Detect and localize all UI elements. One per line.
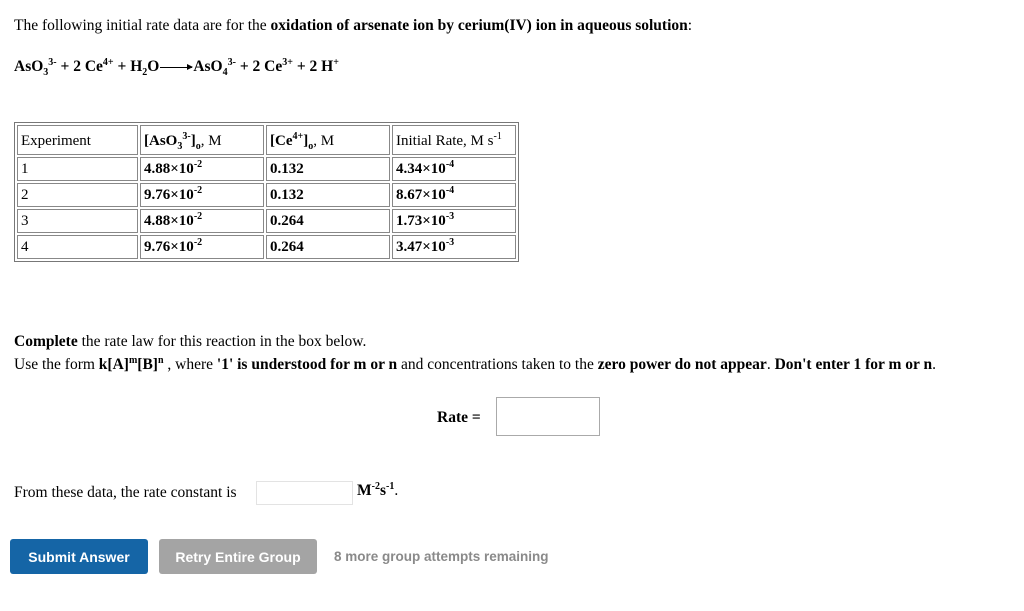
header-sub: 3 [177,141,183,152]
cell-value: 3.47×10 [396,238,446,255]
header-sub: o [308,141,314,152]
eq-sup: 3- [48,56,57,68]
instruction-bold: Complete [14,333,78,350]
cell-cerium: 0.132 [266,157,390,181]
cell-experiment: 2 [17,183,138,207]
cell-experiment: 3 [17,209,138,233]
instruction-text: Use the form [14,356,99,373]
unit-part: s [379,482,387,499]
cell-exponent: -2 [193,184,203,196]
unit-part: M [357,482,372,499]
eq-sup: 3+ [282,56,293,68]
header-unit: , M [313,133,335,149]
instruction-text: and concentrations taken to the [397,356,598,373]
table-row [17,209,516,233]
instruction-text: . [766,356,775,373]
cell-experiment: 4 [17,235,138,259]
eq-water-o: O [147,58,160,75]
instruction-complete [14,333,366,351]
header-sup: -1 [493,131,502,142]
cell-value: 4.88×10 [144,212,194,229]
intro-bold: oxidation of arsenate ion by cerium(IV) ion in aqueous solution [270,17,688,34]
instruction-bold: zero power do not appear [597,356,767,373]
retry-entire-group-button[interactable]: Retry Entire Group [159,539,317,574]
form-exp: m [128,354,138,366]
intro-lead: The following initial rate data are for the [14,17,271,34]
cell-cerium: 0.132 [266,183,390,207]
cell-value: 9.76×10 [144,186,194,203]
cell-value: 4.34×10 [396,160,446,177]
instruction-bold: '1' is understood for m or n [216,356,398,373]
header-sup: 3- [182,131,191,142]
eq-sub: 4 [222,67,228,79]
header-initial-rate [392,125,516,155]
rate-constant-input[interactable] [256,481,353,505]
unit-exp: -2 [371,480,380,492]
eq-sup: + [333,56,339,68]
header-experiment: Experiment [17,125,138,155]
cell-value: 4.88×10 [144,160,194,177]
cell-rate [392,235,516,259]
header-unit: , M [200,133,222,149]
header-arsenite-conc [140,125,264,155]
reaction-equation [14,56,339,79]
eq-hydrogen: + 2 H [292,58,334,75]
unit-period: . [394,482,399,499]
cell-exponent: -3 [445,236,455,248]
cell-arsenite [140,157,264,181]
cell-arsenite [140,183,264,207]
cell-arsenite [140,209,264,233]
cell-exponent: -4 [445,184,455,196]
header-text: ] [190,133,196,149]
cell-exponent: -3 [445,210,455,222]
cell-exponent: -2 [193,158,203,170]
instruction-form [14,356,936,374]
eq-cerium4: + 2 Ce [56,58,103,75]
cell-rate [392,209,516,233]
eq-sup: 4+ [102,56,114,68]
rate-constant-unit [357,482,398,500]
form-exp: n [157,354,164,366]
cell-exponent: -2 [193,210,203,222]
eq-arsenate: AsO [193,58,223,75]
cell-exponent: -4 [445,158,455,170]
cell-cerium: 0.264 [266,209,390,233]
form-part: k[A] [98,356,129,373]
cell-rate [392,183,516,207]
eq-sub: 3 [43,67,49,79]
cell-arsenite [140,235,264,259]
cell-cerium: 0.264 [266,235,390,259]
table-header-row [17,125,516,155]
table-row [17,157,516,181]
intro-tail: : [687,17,693,34]
rate-label: Rate = [437,409,481,426]
cell-experiment: 1 [17,157,138,181]
header-cerium-conc [266,125,390,155]
instruction-text: the rate law for this reaction in the box below. [77,333,367,350]
rate-constant-text: From these data, the rate constant is [14,484,237,501]
rate-law-input[interactable] [496,397,600,436]
rate-law-form [99,356,164,373]
intro-text [14,17,692,35]
form-part: [B] [137,356,158,373]
eq-sub: 2 [142,67,148,79]
eq-water: + H [113,58,143,75]
header-text: Initial Rate, M s [396,133,494,149]
cell-exponent: -2 [193,236,203,248]
cell-value: 8.67×10 [396,186,446,203]
eq-arsenite: AsO [14,58,44,75]
cell-value: 9.76×10 [144,238,194,255]
header-text: [AsO [144,133,178,149]
submit-answer-button[interactable]: Submit Answer [10,539,148,574]
reaction-arrow-icon [160,67,192,68]
instruction-text: , where [163,356,217,373]
rate-data-table [14,122,519,262]
eq-sup: 3- [227,56,236,68]
table-row [17,235,516,259]
attempts-remaining: 8 more group attempts remaining [334,549,549,564]
instruction-bold: Don't enter 1 for m or n [774,356,933,373]
unit-exp: -1 [386,480,395,492]
instruction-text: . [932,356,937,373]
header-sup: 4+ [292,131,304,142]
header-text: [Ce [270,133,293,149]
header-text: ] [303,133,309,149]
header-sub: o [195,141,201,152]
cell-rate [392,157,516,181]
cell-value: 1.73×10 [396,212,446,229]
table-row [17,183,516,207]
eq-cerium3: + 2 Ce [235,58,283,75]
